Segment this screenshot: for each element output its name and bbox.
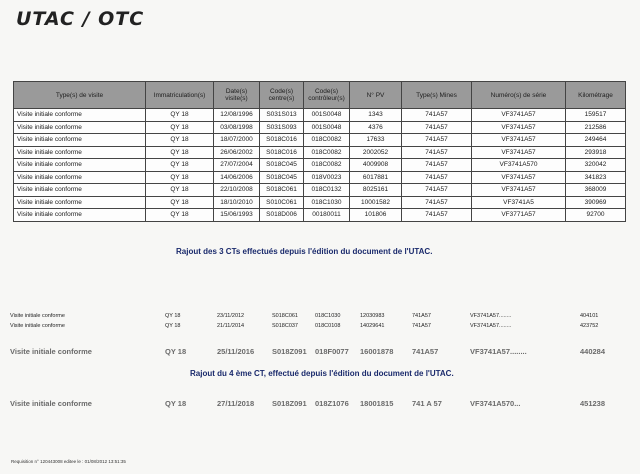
cell-type-visite: Visite initiale conforme	[10, 399, 92, 408]
cell-numero-serie: VF3741A57	[472, 184, 566, 197]
cell-immatriculation: QY 18	[165, 399, 187, 408]
cell-type-visite: Visite initiale conforme	[14, 146, 146, 159]
cell-numero-serie: VF3741A57........	[470, 313, 512, 319]
cell-type-mines: 741A57	[402, 134, 472, 147]
cell-date-visite: 26/06/2002	[214, 146, 260, 159]
cell-code-centre: S018C037	[272, 323, 298, 329]
header-code-controleur: Code(s) contrôleur(s)	[304, 82, 350, 109]
cell-kilometrage: 440284	[580, 347, 606, 356]
cell-numero-pv: 4009908	[350, 159, 402, 172]
cell-kilometrage: 423752	[580, 323, 599, 329]
header-kilometrage: Kilométrage	[566, 82, 626, 109]
header-type-visite: Type(s) de visite	[14, 82, 146, 109]
cell-numero-serie: VF3771A57	[472, 209, 566, 222]
cell-kilometrage: 293918	[566, 146, 626, 159]
cell-numero-serie: VF3741A57	[472, 134, 566, 147]
cell-numero-serie: VF3741A57........	[470, 347, 527, 356]
cell-kilometrage: 92700	[566, 209, 626, 222]
visits-table	[13, 81, 626, 222]
cell-type-mines: 741A57	[402, 196, 472, 209]
cell-numero-serie: VF3741A5	[472, 196, 566, 209]
cell-date-visite: 27/11/2018	[217, 399, 255, 408]
cell-kilometrage: 249464	[566, 134, 626, 147]
cell-numero-pv: 12030983	[360, 313, 385, 319]
table-row	[14, 171, 626, 184]
cell-immatriculation: QY 18	[146, 121, 214, 134]
utac-otc-logo: UTAC / OTC	[16, 8, 145, 30]
table-body	[14, 109, 626, 222]
cell-type-visite: Visite initiale conforme	[14, 184, 146, 197]
cell-numero-serie: VF3741A57	[472, 121, 566, 134]
cell-code-controleur: 018C0082	[304, 146, 350, 159]
cell-code-centre: S031S013	[260, 109, 304, 122]
cell-type-visite: Visite initiale conforme	[14, 121, 146, 134]
cell-code-centre: S018C016	[260, 134, 304, 147]
cell-numero-pv: 2002052	[350, 146, 402, 159]
cell-type-mines: 741 A 57	[412, 399, 442, 408]
cell-numero-serie: VF3741A570	[472, 159, 566, 172]
cell-type-visite: Visite initiale conforme	[14, 159, 146, 172]
cell-date-visite: 03/08/1998	[214, 121, 260, 134]
cell-code-controleur: 018V0023	[304, 171, 350, 184]
cell-code-controleur: 018C1030	[304, 196, 350, 209]
cell-immatriculation: QY 18	[165, 313, 181, 319]
cell-immatriculation: QY 18	[146, 109, 214, 122]
table-row	[14, 121, 626, 134]
cell-numero-pv: 10001582	[350, 196, 402, 209]
cell-date-visite: 18/07/2000	[214, 134, 260, 147]
cell-numero-serie: VF3741A570...	[470, 399, 521, 408]
cell-date-visite: 15/06/1993	[214, 209, 260, 222]
requisition-footer: Requisition n° 120443008 editee le : 01/08/2012 13:51:35	[11, 459, 126, 464]
section1-heading: Rajout des 3 CTs effectués depuis l'édition du document de l'UTAC.	[176, 247, 433, 256]
cell-code-controleur: 018Z1076	[315, 399, 349, 408]
cell-type-visite: Visite initiale conforme	[10, 313, 65, 319]
cell-type-visite: Visite initiale conforme	[14, 209, 146, 222]
table-row	[14, 159, 626, 172]
cell-type-visite: Visite initiale conforme	[14, 134, 146, 147]
cell-date-visite: 14/06/2006	[214, 171, 260, 184]
cell-type-mines: 741A57	[402, 146, 472, 159]
cell-type-mines: 741A57	[402, 209, 472, 222]
cell-immatriculation: QY 18	[146, 209, 214, 222]
cell-code-controleur: 018C0132	[304, 184, 350, 197]
cell-numero-serie: VF3741A57	[472, 146, 566, 159]
cell-date-visite: 12/08/1996	[214, 109, 260, 122]
cell-numero-pv: 8025161	[350, 184, 402, 197]
cell-code-centre: S018Z091	[272, 347, 307, 356]
cell-immatriculation: QY 18	[146, 171, 214, 184]
cell-numero-pv: 17633	[350, 134, 402, 147]
cell-immatriculation: QY 18	[146, 146, 214, 159]
cell-numero-serie: VF3741A57	[472, 109, 566, 122]
cell-date-visite: 27/07/2004	[214, 159, 260, 172]
header-immatriculation: Immatriculation(s)	[146, 82, 214, 109]
cell-immatriculation: QY 18	[146, 134, 214, 147]
cell-date-visite: 21/11/2014	[217, 323, 245, 329]
cell-code-centre: S018C045	[260, 171, 304, 184]
cell-type-mines: 741A57	[402, 109, 472, 122]
cell-code-controleur: 001S0048	[304, 109, 350, 122]
cell-kilometrage: 159517	[566, 109, 626, 122]
cell-type-visite: Visite initiale conforme	[14, 196, 146, 209]
cell-code-controleur: 018C1030	[315, 313, 341, 319]
cell-immatriculation: QY 18	[146, 184, 214, 197]
cell-kilometrage: 451238	[580, 399, 606, 408]
header-code-centre: Code(s) centre(s)	[260, 82, 304, 109]
cell-code-controleur: 018C0082	[304, 159, 350, 172]
cell-immatriculation: QY 18	[146, 196, 214, 209]
cell-date-visite: 22/10/2008	[214, 184, 260, 197]
cell-numero-pv: 101806	[350, 209, 402, 222]
cell-code-centre: S018C061	[260, 184, 304, 197]
table-row	[14, 109, 626, 122]
cell-type-mines: 741A57	[402, 171, 472, 184]
table-row	[14, 134, 626, 147]
cell-type-mines: 741A57	[412, 313, 431, 319]
cell-type-visite: Visite initiale conforme	[14, 171, 146, 184]
cell-numero-pv: 16001878	[360, 347, 394, 356]
cell-kilometrage: 404101	[580, 313, 599, 319]
header-date-visite: Date(s) visite(s)	[214, 82, 260, 109]
cell-date-visite: 25/11/2016	[217, 347, 255, 356]
table-header-row	[14, 82, 626, 109]
cell-code-centre: S010C061	[260, 196, 304, 209]
cell-numero-serie: VF3741A57........	[470, 323, 512, 329]
cell-code-controleur: 00180011	[304, 209, 350, 222]
cell-numero-pv: 6017881	[350, 171, 402, 184]
cell-type-visite: Visite initiale conforme	[10, 323, 65, 329]
cell-kilometrage: 368009	[566, 184, 626, 197]
cell-numero-pv: 4376	[350, 121, 402, 134]
cell-type-mines: 741A57	[402, 159, 472, 172]
cell-type-mines: 741A57	[402, 121, 472, 134]
cell-immatriculation: QY 18	[146, 159, 214, 172]
cell-code-centre: S018C045	[260, 159, 304, 172]
header-numero-serie: Numéro(s) de série	[472, 82, 566, 109]
table-row	[14, 209, 626, 222]
header-numero-pv: N° PV	[350, 82, 402, 109]
cell-kilometrage: 390969	[566, 196, 626, 209]
cell-code-controleur: 018C0082	[304, 134, 350, 147]
cell-date-visite: 23/11/2012	[217, 313, 245, 319]
cell-kilometrage: 320042	[566, 159, 626, 172]
table-row	[14, 184, 626, 197]
table-row	[14, 196, 626, 209]
cell-code-controleur: 018C0108	[315, 323, 341, 329]
cell-code-controleur: 018F0077	[315, 347, 349, 356]
cell-code-centre: S018C016	[260, 146, 304, 159]
cell-code-controleur: 001S0048	[304, 121, 350, 134]
cell-numero-serie: VF3741A57	[472, 171, 566, 184]
cell-code-centre: S018C061	[272, 313, 298, 319]
header-type-mines: Type(s) Mines	[402, 82, 472, 109]
cell-code-centre: S018Z091	[272, 399, 307, 408]
cell-type-visite: Visite initiale conforme	[10, 347, 92, 356]
cell-type-mines: 741A57	[412, 323, 431, 329]
cell-code-centre: S018D006	[260, 209, 304, 222]
cell-numero-pv: 1343	[350, 109, 402, 122]
cell-type-mines: 741A57	[412, 347, 439, 356]
cell-type-mines: 741A57	[402, 184, 472, 197]
cell-kilometrage: 341823	[566, 171, 626, 184]
cell-type-visite: Visite initiale conforme	[14, 109, 146, 122]
cell-code-centre: S031S093	[260, 121, 304, 134]
cell-immatriculation: QY 18	[165, 347, 187, 356]
cell-numero-pv: 18001815	[360, 399, 394, 408]
cell-numero-pv: 14029641	[360, 323, 385, 329]
section2-heading: Rajout du 4 ème CT, effectué depuis l'édition du document de l'UTAC.	[190, 369, 454, 378]
cell-immatriculation: QY 18	[165, 323, 181, 329]
cell-kilometrage: 212586	[566, 121, 626, 134]
table-row	[14, 146, 626, 159]
cell-date-visite: 18/10/2010	[214, 196, 260, 209]
